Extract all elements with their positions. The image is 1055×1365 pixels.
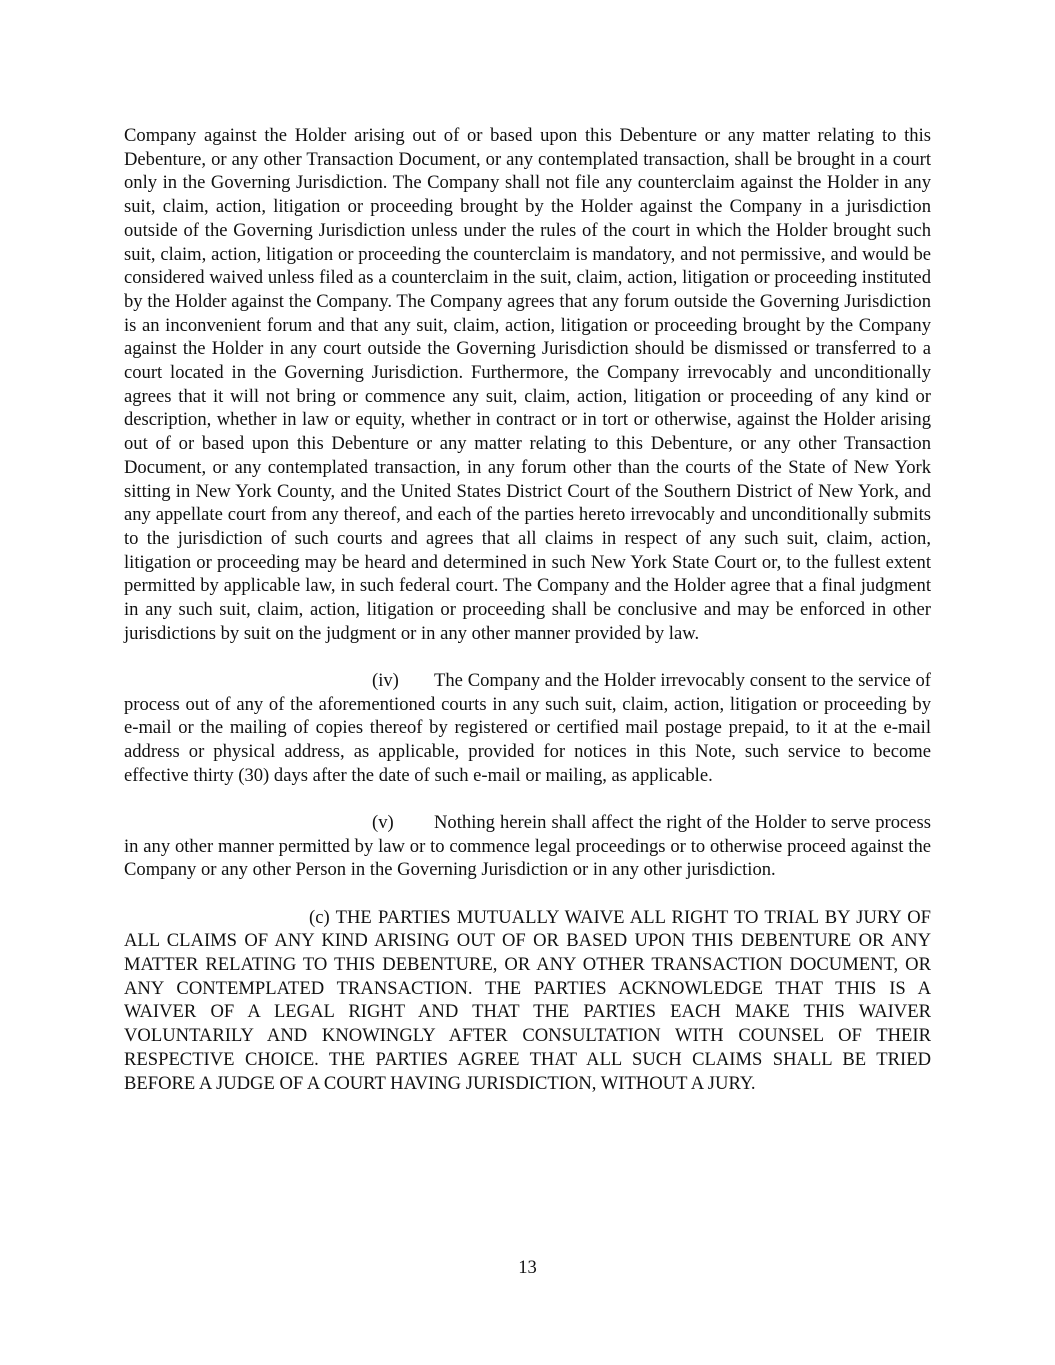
document-page (124, 124, 931, 1095)
paragraph-continuation: Company against the Holder arising out of or based upon this Debenture or any matter relating to this Debenture, or any other Transaction Document, or any contemplated transaction, shall be brought in a court only in the Governing Jurisdiction. The Company shall not file any counterclaim against the Holder in any suit, claim, action, litigation or proceeding brought by the Holder against the Company in a jurisdiction outside of the Governing Jurisdiction unless under the rules of the court in which the Holder brought such suit, claim, action, litigation or proceeding the counterclaim is mandatory, and not permissive, and would be considered waived unless filed as a counterclaim in the suit, claim, action, litigation or proceeding instituted by the Holder against the Company. The Company agrees that any forum outside the Governing Jurisdiction is an inconvenient forum and that any suit, claim, action, litigation or proceeding brought by the Company against the Holder in any court outside the Governing Jurisdiction should be dismissed or transferred to a court located in the Governing Jurisdiction. Furthermore, the Company irrevocably and unconditionally agrees that it will not bring or commence any suit, claim, action, litigation or proceeding of any kind or description, whether in law or equity, whether in contract or in tort or otherwise, against the Holder arising out of or based upon this Debenture or any matter relating to this Debenture, or any other Transaction Document, or any contemplated transaction, in any forum other than the courts of the State of New York sitting in New York County, and the United States District Court of the Southern District of New York, and any appellate court from any thereof, and each of the parties hereto irrevocably and unconditionally submits to the jurisdiction of such courts and agrees that all claims in respect of any such suit, claim, action, litigation or proceeding may be heard and determined in such New York State Court or, to the fullest extent permitted by applicable law, in such federal court. The Company and the Holder agree that a final judgment in any such suit, claim, action, litigation or proceeding shall be conclusive and may be enforced in other jurisdictions by suit on the judgment or in any other manner provided by law. (124, 125, 931, 644)
paragraph-v (124, 811, 931, 882)
paragraph-v-marker: (v) (372, 811, 394, 833)
paragraph-v-text: Nothing herein shall affect the right of the Holder to serve process in any other manner permitted by law or to commence legal proceedings or to otherwise proceed against the Company or any other Person in the Governing Jurisdiction or in any other jurisdiction. (124, 811, 931, 881)
paragraph-iv-text: The Company and the Holder irrevocably consent to the service of process out of any of the aforementioned courts in any such suit, claim, action, litigation or proceeding by e-mail or the mailing of copies thereof by registered or certified mail postage prepaid, to it at the e-mail address or physical address, as applicable, provided for notices in this Note, such service to become effective thirty (30) days after the date of such e-mail or mailing, as applicable. (124, 669, 931, 786)
page-number: 13 (518, 1257, 537, 1278)
paragraph-c-jury-waiver: (c) THE PARTIES MUTUALLY WAIVE ALL RIGHT TO TRIAL BY JURY OF ALL CLAIMS OF ANY KIND ARISING OUT OF OR BASED UPON THIS DEBENTURE OR ANY MATTER RELATING TO THIS DEBENTURE, OR ANY OTHER TRANSACTION DOCUMENT, OR ANY CONTEMPLATED TRANSACTION. THE PARTIES ACKNOWLEDGE THAT THIS IS A WAIVER OF A LEGAL RIGHT AND THAT THE PARTIES EACH MAKE THIS WAIVER VOLUNTARILY AND KNOWINGLY AFTER CONSULTATION WITH COUNSEL OF THEIR RESPECTIVE CHOICE. THE PARTIES AGREE THAT ALL SUCH CLAIMS SHALL BE TRIED BEFORE A JUDGE OF A COURT HAVING JURISDICTION, WITHOUT A JURY. (124, 906, 931, 1094)
paragraph-iv (124, 669, 931, 788)
paragraph-iv-marker: (iv) (372, 669, 399, 691)
